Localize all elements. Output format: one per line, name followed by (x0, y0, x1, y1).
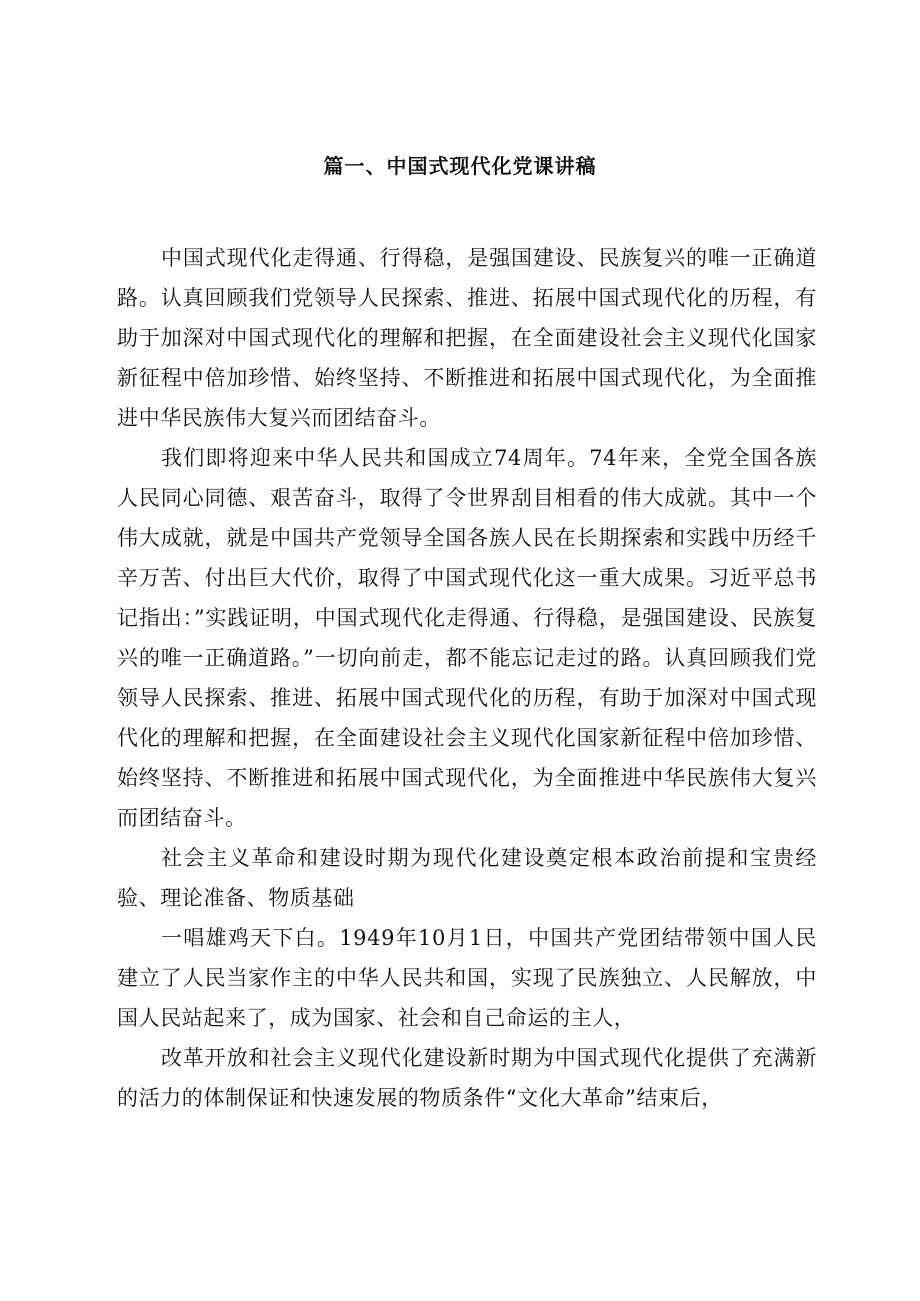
paragraph-5: 改革开放和社会主义现代化建设新时期为中国式现代化提供了充满新的活力的体制保证和快速发展的物质条件“文化大革命”结束后， (117, 1046, 817, 1110)
paragraph-2: 我们即将迎来中华人民共和国成立74周年。74年来，全党全国各族人民同心同德、艰苦奋斗，取得了令世界刮目相看的伟大成就。其中一个伟大成就，就是中国共产党领导全国各族人民在长期探索和实践中历经千辛万苦、付出巨大代价，取得了中国式现代化这一重大成果。习近平总书记指出：”实践证明，中国式现代化走得通、行得稳，是强国建设、民族复兴的唯一正确道路。”一切向前走，都不能忘记走过的路。认真回顾我们党领导人民探索、推进、拓展中国式现代化的历程，有助于加深对中国式现代化的理解和把握，在全面建设社会主义现代化国家新征程中倍加珍惜、始终坚持、不断推进和拓展中国式现代化，为全面推进中华民族伟大复兴而团结奋斗。 (117, 446, 817, 830)
document-body (117, 238, 817, 1118)
paragraph-3: 社会主义革命和建设时期为现代化建设奠定根本政治前提和宝贵经验、理论准备、物质基础 (117, 846, 817, 910)
document-title: 篇一、中国式现代化党课讲稿 (323, 154, 597, 178)
paragraph-4: 一唱雄鸡天下白。1949年10月1日，中国共产党团结带领中国人民建立了人民当家作主的中华人民共和国，实现了民族独立、人民解放，中国人民站起来了，成为国家、社会和自己命运的主人， (117, 926, 817, 1030)
paragraph-1: 中国式现代化走得通、行得稳，是强国建设、民族复兴的唯一正确道路。认真回顾我们党领导人民探索、推进、拓展中国式现代化的历程，有助于加深对中国式现代化的理解和把握，在全面建设社会主义现代化国家新征程中倍加珍惜、始终坚持、不断推进和拓展中国式现代化，为全面推进中华民族伟大复兴而团结奋斗。 (117, 246, 817, 430)
